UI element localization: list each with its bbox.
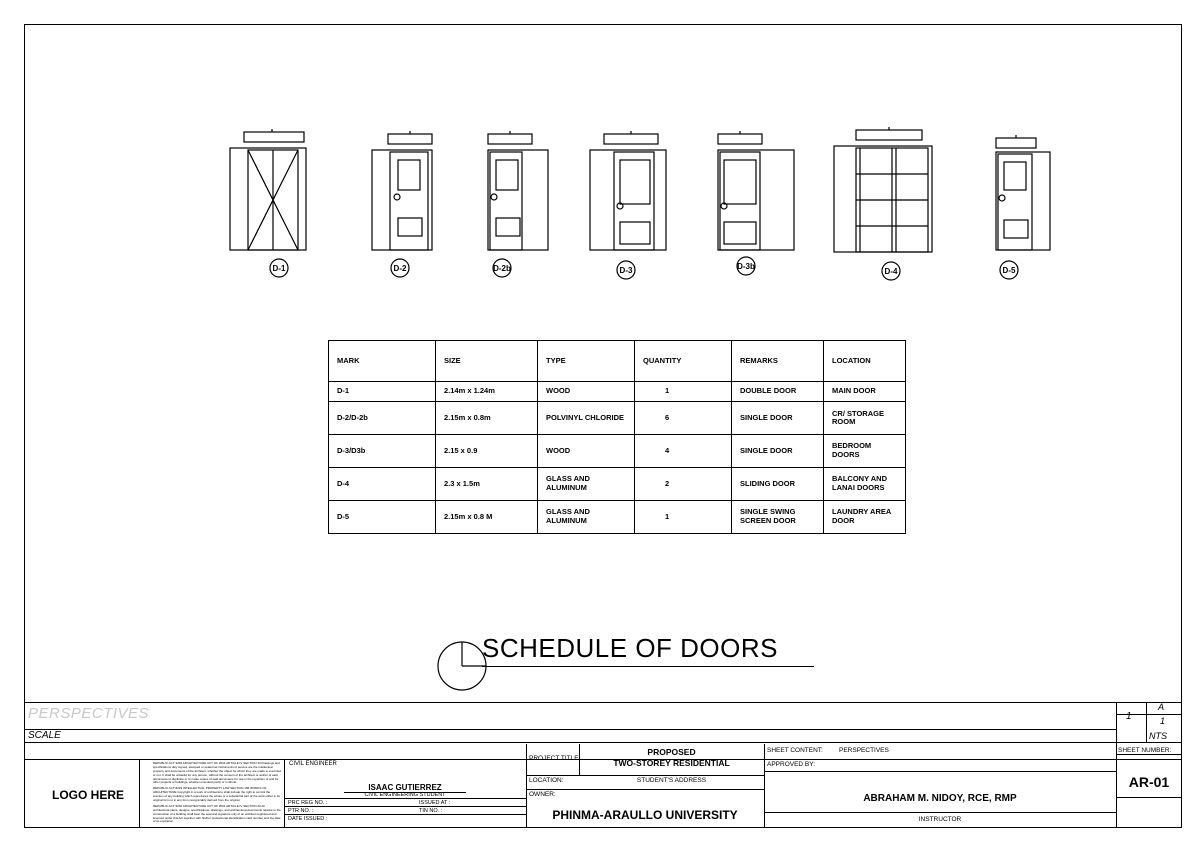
cell-size: 2.15m x 0.8m [436,402,538,435]
cell-quantity: 1 [635,382,732,402]
mark-label-d2: D-2 [393,264,407,273]
cell-remarks: DOUBLE DOOR [732,382,824,402]
sheet-number-small: 1 [1126,711,1132,722]
logo-placeholder: LOGO HERE [52,788,125,802]
cell-quantity: 4 [635,435,732,468]
scale-label: SCALE [28,730,61,741]
tin-no-label: TIN NO. : [419,808,443,814]
cell-mark: D-4 [329,468,436,501]
cell-type: WOOD [538,435,635,468]
cell-location: BALCONY AND LANAI DOORS [824,468,906,501]
mark-label-d1: D-1 [272,264,286,273]
cell-remarks: SLIDING DOOR [732,468,824,501]
cell-location: BEDROOM DOORS [824,435,906,468]
drawing-title-symbol [438,642,486,690]
cell-location: LAUNDRY AREA DOOR [824,501,906,534]
col-header-type: TYPE [538,341,635,382]
mark-label-d3: D-3 [619,266,633,275]
approver-name: ABRAHAM M. NIDOY, RCE, RMP [863,793,1017,804]
table-row [329,382,906,402]
cell-mark: D-1 [329,382,436,402]
cell-type: POLVINYL CHLORIDE [538,402,635,435]
cell-remarks: SINGLE DOOR [732,402,824,435]
table-row [329,435,906,468]
mark-label-d2b: D-2b [493,264,511,273]
location-value: STUDENT'S ADDRESS [636,777,707,784]
engineer-name: ISAAC GUTIERREZ [368,783,442,792]
door-elevation-d5 [996,135,1050,279]
project-title-label: PROJECT TITLE: [529,755,581,762]
sheet-number-label: SHEET NUMBER: [1118,747,1172,754]
cell-location: CR/ STORAGE ROOM [824,402,906,435]
engineer-title: CIVIL ENGINEERING STUDENT [364,792,446,798]
legal-notice-2: REPUBLIC ACT 8293 INTELLECTUAL PROPERTY LAW SECTION 186 WORKS OF ARCHITECTURE Copyright in a work of architecture shall include the right to control the erection of any building which reproduces the whole or a substantial part of the work either in its original form or in any form recognizably derived from the original. [153,786,280,803]
legal-notice-1: REPUBLIC ACT 9266 ARCHITECTURE ACT OF 2004 ARTICLE IV SECTION 33 Drawings and specifications duly signed, stamped or sealed as instruments of service are the intellectual property and documents of the architect, whether the object for which they are made is executed or not. It shall be unlawful for any person, without the consent of the architect or author of said documents to duplicate or to make copies of said documents for use in the repetition of and for other projects or buildings, whether executed partly or in whole. [153,761,281,785]
sheet-a-number: 1 [1160,716,1166,726]
cell-mark: D-5 [329,501,436,534]
cell-size: 2.3 x 1.5m [436,468,538,501]
cell-quantity: 1 [635,501,732,534]
door-elevation-d4 [834,127,932,280]
location-label: LOCATION: [529,777,564,784]
issued-at-label: ISSUED AT : [419,800,451,806]
table-row [329,501,906,534]
col-header-quantity: QUANTITY [635,341,732,382]
col-header-size: SIZE [436,341,538,382]
cell-mark: D-3/D3b [329,435,436,468]
table-row [329,402,906,435]
title-block [24,702,1182,828]
door-elevation-d3 [590,131,666,279]
cell-location: MAIN DOOR [824,382,906,402]
table-row [329,468,906,501]
col-header-mark: MARK [329,341,436,382]
mark-label-d5: D-5 [1002,266,1016,275]
owner-value: PHINMA-ARAULLO UNIVERSITY [552,808,738,822]
prc-reg-label: PRC REG NO. : [288,800,328,806]
cell-type: WOOD [538,382,635,402]
col-header-remarks: REMARKS [732,341,824,382]
door-elevation-d2b [488,131,548,277]
project-title-line1: PROPOSED [647,747,696,757]
nts-label: NTS [1149,731,1167,741]
ptr-no-label: PTR NO. : [288,808,314,814]
table-header-row [329,341,906,382]
cell-type: GLASS AND ALUMINUM [538,501,635,534]
cell-type: GLASS AND ALUMINUM [538,468,635,501]
approved-by-label: APPROVED BY: [767,761,816,768]
cell-size: 2.15 x 0.9 [436,435,538,468]
drawing-title: SCHEDULE OF DOORS [482,633,778,663]
door-schedule-table [328,340,906,534]
civil-engineer-label: CIVIL ENGINEER [289,761,337,767]
cell-size: 2.14m x 1.24m [436,382,538,402]
legal-notice [153,762,281,824]
sheet-content-value: PERSPECTIVES [839,747,889,754]
sheet-content-label: SHEET CONTENT: [767,747,823,754]
cell-quantity: 2 [635,468,732,501]
sheet-a-label: A [1158,702,1165,712]
owner-label: OWNER: [529,791,556,798]
door-elevation-d2 [372,131,432,277]
project-title-line2: TWO-STOREY RESIDENTIAL [613,758,730,768]
mark-label-d4: D-4 [884,267,898,276]
approver-title: INSTRUCTOR [918,816,962,823]
cell-mark: D-2/D-2b [329,402,436,435]
cell-quantity: 6 [635,402,732,435]
cell-remarks: SINGLE SWING SCREEN DOOR [732,501,824,534]
cell-size: 2.15m x 0.8 M [436,501,538,534]
door-elevation-d1 [230,129,306,277]
door-elevation-d3b [718,131,794,275]
legal-notice-3: REPUBLIC ACT 9266 ARCHITECTURE ACT OF 2004 ARTICLE IV SECTION 20 All architectural plans, designs, specifications, drawings, and architectural documents relative to the construction of a building shall bear the seal and signature only of an architect registered and licensed under this Act together with his/her professional identification card number and the date of its expiration. [153,803,281,824]
cell-remarks: SINGLE DOOR [732,435,824,468]
mark-label-d3b: D-3b [737,262,755,271]
col-header-location: LOCATION [824,341,906,382]
sheet-number: AR-01 [1128,774,1170,790]
perspectives-label: PERSPECTIVES [28,705,150,722]
drawing-title-underline [482,666,814,667]
date-issued-label: DATE ISSUED : [288,816,328,822]
